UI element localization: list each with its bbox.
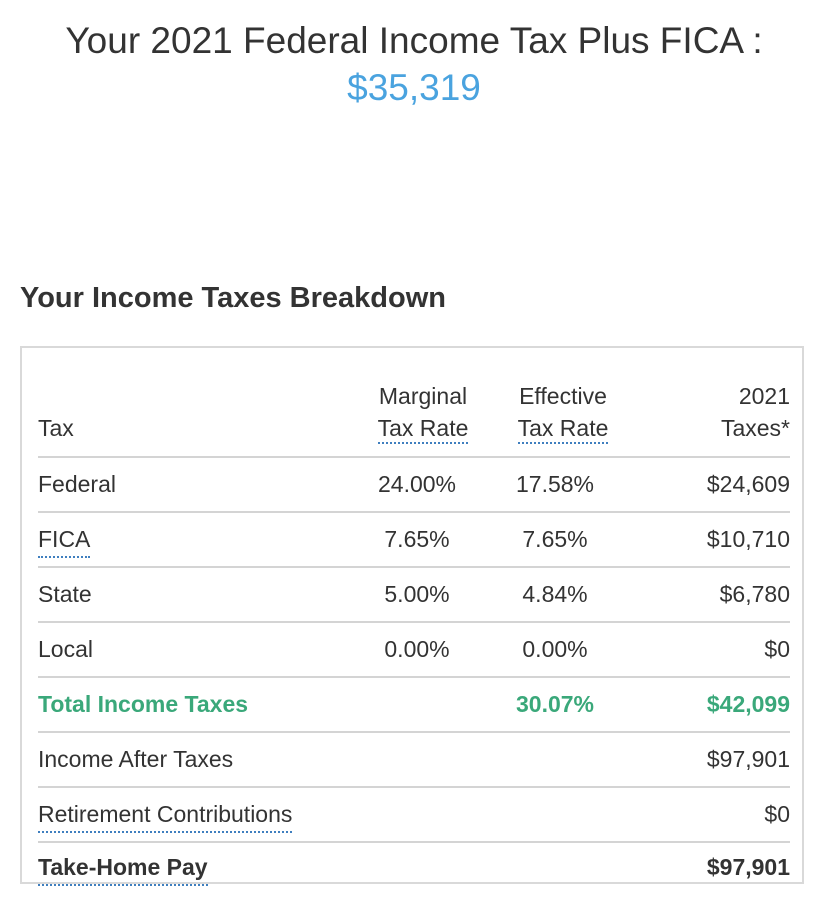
row-marginal: 5.00% bbox=[368, 567, 478, 622]
row-label: Total Income Taxes bbox=[38, 677, 368, 732]
row-amount: $42,099 bbox=[648, 677, 790, 732]
row-label bbox=[38, 512, 368, 567]
row-marginal bbox=[368, 787, 478, 842]
take-home-pay-link[interactable]: Take-Home Pay bbox=[38, 854, 208, 886]
row-amount: $0 bbox=[648, 787, 790, 842]
header-marginal-tax-rate[interactable] bbox=[368, 362, 478, 457]
header-taxes-line1: 2021 bbox=[738, 383, 790, 409]
table-row-state bbox=[38, 567, 790, 622]
row-label: State bbox=[38, 567, 368, 622]
fica-link[interactable]: FICA bbox=[38, 526, 90, 558]
table-row-retirement-contributions bbox=[38, 787, 790, 842]
row-amount: $24,609 bbox=[648, 457, 790, 512]
row-marginal: 0.00% bbox=[368, 622, 478, 677]
header-effective-tax-rate[interactable] bbox=[478, 362, 648, 457]
tax-summary-title: Your 2021 Federal Income Tax Plus FICA : bbox=[65, 20, 763, 61]
header-effective-line2[interactable]: Tax Rate bbox=[518, 414, 609, 444]
breakdown-table bbox=[38, 362, 790, 891]
row-effective: 0.00% bbox=[478, 622, 648, 677]
header-effective-line1: Effective bbox=[519, 383, 607, 409]
row-label bbox=[38, 787, 368, 842]
table-row-total-income-taxes bbox=[38, 677, 790, 732]
row-effective: 4.84% bbox=[478, 567, 648, 622]
row-marginal bbox=[368, 677, 478, 732]
table-header-row bbox=[38, 362, 790, 457]
row-label: Income After Taxes bbox=[38, 732, 368, 787]
row-effective bbox=[478, 842, 648, 891]
row-amount: $6,780 bbox=[648, 567, 790, 622]
table-row-fica bbox=[38, 512, 790, 567]
row-amount: $97,901 bbox=[706, 853, 790, 880]
table-row-federal bbox=[38, 457, 790, 512]
row-marginal bbox=[368, 842, 478, 891]
row-label: Federal bbox=[38, 457, 368, 512]
row-effective: 30.07% bbox=[478, 677, 648, 732]
row-label: Local bbox=[38, 622, 368, 677]
row-amount: $10,710 bbox=[648, 512, 790, 567]
row-marginal bbox=[368, 732, 478, 787]
tax-summary-header bbox=[0, 18, 828, 112]
row-amount: $0 bbox=[648, 622, 790, 677]
header-marginal-line1: Marginal bbox=[378, 383, 468, 409]
retirement-contributions-link[interactable]: Retirement Contributions bbox=[38, 801, 292, 833]
row-effective: 17.58% bbox=[478, 457, 648, 512]
header-taxes-line2: Taxes* bbox=[720, 415, 790, 441]
row-amount: $97,901 bbox=[648, 732, 790, 787]
header-marginal-line2[interactable]: Tax Rate bbox=[378, 414, 469, 444]
row-effective bbox=[478, 787, 648, 842]
row-marginal: 7.65% bbox=[368, 512, 478, 567]
header-2021-taxes bbox=[648, 362, 790, 457]
row-label bbox=[38, 842, 368, 891]
breakdown-table-card bbox=[20, 346, 804, 884]
row-effective: 7.65% bbox=[478, 512, 648, 567]
row-effective bbox=[478, 732, 648, 787]
table-row-income-after-taxes bbox=[38, 732, 790, 787]
table-row-take-home-pay bbox=[38, 842, 790, 891]
breakdown-title: Your Income Taxes Breakdown bbox=[20, 282, 446, 314]
header-tax: Tax bbox=[38, 362, 368, 457]
table-row-local bbox=[38, 622, 790, 677]
tax-summary-amount: $35,319 bbox=[347, 67, 481, 108]
row-marginal: 24.00% bbox=[368, 457, 478, 512]
